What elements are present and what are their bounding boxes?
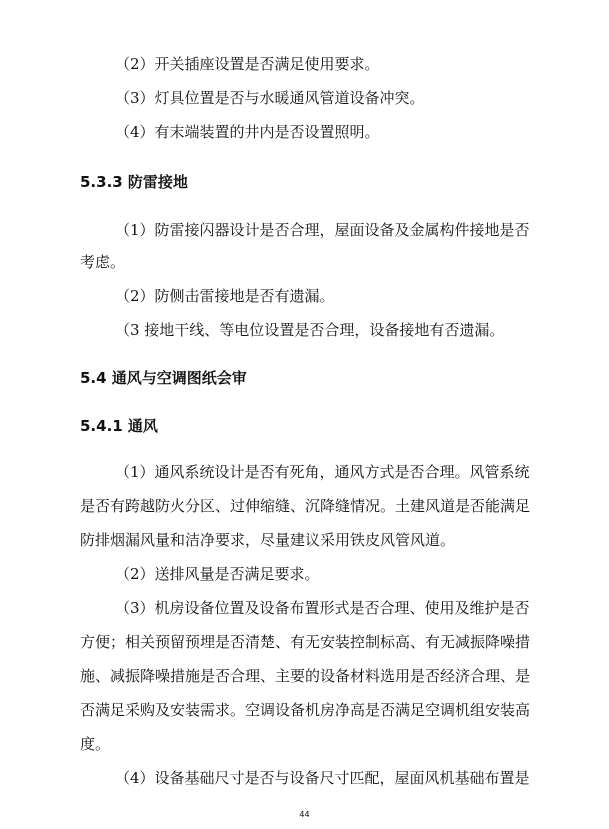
list-item: （3）灯具位置是否与水暖通风管道设备冲突。 [115, 89, 425, 107]
page-number: 44 [299, 810, 310, 819]
paragraph-line: 是否有跨越防火分区、过伸缩缝、沉降缝情况。土建风道是否能满足 [80, 497, 531, 515]
paragraph-line: 否满足采购及安装需求。空调设备机房净高是否满足空调机组安装高 [80, 701, 531, 719]
paragraph-line: 防排烟漏风量和洁净要求，尽量建议采用铁皮风管风道。 [80, 531, 456, 549]
paragraph-line: （3）机房设备位置及设备布置形式是否合理、使用及维护是否 [115, 599, 530, 617]
list-item: （4）有末端装置的井内是否设置照明。 [115, 123, 380, 141]
section-heading: 5.4.1 通风 [80, 417, 158, 435]
list-item: （2）开关插座设置是否满足使用要求。 [115, 55, 380, 73]
section-heading: 5.3.3 防雷接地 [80, 173, 188, 191]
list-item: （2）送排风量是否满足要求。 [115, 565, 320, 583]
paragraph-line: 施、减振降噪措施是否合理、主要的设备材料选用是否经济合理、是 [80, 667, 531, 685]
list-item: （2）防侧击雷接地是否有遗漏。 [115, 287, 335, 305]
paragraph-line: 方便；相关预留预埋是否清楚、有无安装控制标高、有无减振降噪措 [80, 633, 531, 651]
paragraph-line: （4）设备基础尺寸是否与设备尺寸匹配，屋面风机基础布置是 [115, 769, 530, 787]
paragraph-line: 考虑。 [80, 253, 126, 271]
section-heading: 5.4 通风与空调图纸会审 [80, 369, 247, 387]
paragraph-line: （1）通风系统设计是否有死角，通风方式是否合理。风管系统 [115, 463, 530, 481]
list-item: （3 接地干线、等电位设置是否合理，设备接地有否遗漏。 [115, 321, 505, 339]
paragraph-line: 度。 [80, 735, 111, 753]
paragraph-line: （1）防雷接闪器设计是否合理，屋面设备及金属构件接地是否 [115, 221, 530, 239]
